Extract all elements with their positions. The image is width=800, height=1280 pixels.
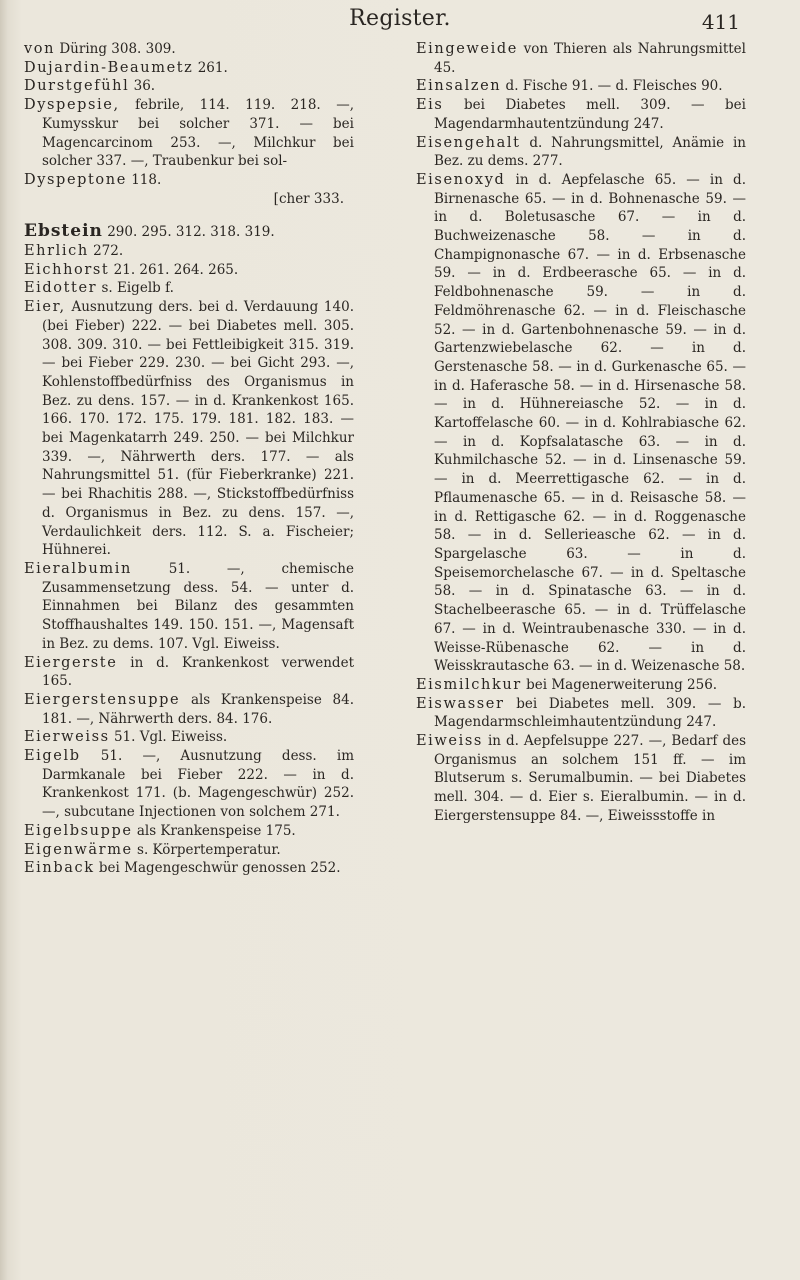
index-entry	[24, 654, 354, 691]
index-references: 21. 261. 264. 265.	[113, 261, 239, 278]
index-keyword: Eiweiss	[416, 733, 483, 750]
index-keyword: Ebstein	[24, 221, 103, 242]
index-entry	[24, 728, 354, 747]
index-entry	[24, 59, 354, 78]
index-entry	[416, 676, 746, 695]
index-references: 272.	[93, 243, 124, 260]
index-references: als Krankenspeise 175.	[136, 822, 296, 839]
index-entry	[24, 242, 354, 261]
index-keyword: Eichhorst	[24, 261, 110, 278]
index-entry	[24, 171, 354, 208]
index-entry	[24, 261, 354, 280]
index-column-right	[416, 40, 746, 826]
index-keyword: von	[24, 41, 56, 57]
index-keyword: Eigenwärme	[24, 841, 133, 858]
index-references: s. Körpertemperatur.	[137, 841, 281, 858]
index-entry	[24, 298, 354, 560]
index-references: bei Diabetes mell. 309. — bei Magendarmhautentzündung 247.	[434, 97, 746, 132]
index-references: 51. Vgl. Eiweiss.	[113, 729, 228, 746]
index-references: von Thieren als Nahrungsmittel 45.	[434, 41, 746, 76]
index-references: 36.	[133, 78, 156, 95]
index-references: bei Magenerweiterung 256.	[526, 676, 718, 693]
index-keyword: Eierweiss	[24, 729, 110, 746]
index-references: febrile, 114. 119. 218. —, Kumysskur bei solcher 371. — bei Magencarcinom 253. —, Milchkur bei solcher 337. —, Traubenkur bei sol-	[42, 97, 354, 170]
index-keyword: Eis	[416, 97, 444, 114]
index-references: Düring 308. 309.	[59, 41, 176, 57]
index-keyword: Eismilchkur	[416, 676, 522, 693]
index-keyword: Eiswasser	[416, 695, 505, 712]
index-entry	[416, 171, 746, 676]
page-number: 411	[701, 10, 740, 34]
index-keyword: Eier,	[24, 299, 66, 316]
index-references: in d. Aepfelsuppe 227. —, Bedarf des Organismus an solchem 151 ff. — im Blutserum s. Serumalbumin. — bei Diabetes mell. 304. — d. Eier s. Eieralbumin. — in d. Eiergerstensuppe 84. —, Eiweissstoffe in	[434, 733, 746, 824]
index-references: 290. 295. 312. 318. 319.	[107, 224, 275, 241]
index-references: in d. Aepfelasche 65. — in d. Birnenasche 65. — in d. Bohnenasche 59. — in d. Boletusasche 67. — in d. Buchweizenasche 58. — in d. Champignonasche 67. — in d. Erbsenasche 59. — in d. Erdbeerasche 65. — in d. Feldbohnenasche 59. — in d. Feldmöhrenasche 62. — in d. Fleischasche 52. — in d. Gartenbohnenasche 59. — in d. Gartenzwiebelasche 62. — in d. Gerstenasche 58. — in d. Gurkenasche 65. — in d. Haferasche 58. — in d. Hirsenasche 58. — in d. Hühnereiasche 52. — in d. Kartoffelasche 60. — in d. Kohlrabiasche 62. — in d. Kopfsalatasche 63. — in d. Kuhmilchasche 52. — in d. Linsenasche 59. — in d. Meerrettigasche 62. — in d. Pflaumenasche 65. — in d. Reisasche 58. — in d. Rettigasche 62. — in d. Roggenasche 58. — in d. Sellerieasche 62. — in d. Spargelasche 63. — in d. Speisemorchelasche 67. — in d. Speltasche 58. — in d. Spinatasche 63. — in d. Stachelbeerasche 65. — in d. Trüffelasche 67. — in d. Weintraubenasche 330. — in d. Weisse-Rübenasche 62. — in d. Weisskrautasche 63. — in d. Weizenasche 58.	[434, 171, 746, 675]
index-entry	[416, 695, 746, 732]
index-keyword: Eingeweide	[416, 41, 518, 57]
index-entry	[24, 841, 354, 860]
index-keyword: Eisengehalt	[416, 134, 521, 151]
index-keyword: Ehrlich	[24, 243, 89, 260]
index-references: 118.	[131, 171, 162, 188]
index-entry	[24, 96, 354, 171]
index-entry	[24, 822, 354, 841]
index-keyword: Eiergerstensuppe	[24, 691, 181, 708]
index-keyword: Eisenoxyd	[416, 171, 506, 188]
index-keyword: Dyspepsie,	[24, 97, 120, 114]
index-entry	[416, 77, 746, 96]
index-entry	[24, 859, 354, 878]
index-keyword: Einback	[24, 860, 95, 877]
index-keyword: Dujardin-Beaumetz	[24, 59, 194, 76]
index-entry	[24, 77, 354, 96]
index-keyword: Eidotter	[24, 280, 98, 297]
index-references: d. Nahrungsmittel, Anämie in Bez. zu dems. 277.	[434, 134, 746, 170]
index-continuation: [cher 333.	[273, 190, 344, 207]
index-references: Ausnutzung ders. bei d. Verdauung 140. (bei Fieber) 222. — bei Diabetes mell. 305. 308. 309. 310. — bei Fettleibigkeit 315. 319. — bei Fieber 229. 230. — bei Gicht 293. —, Kohlenstoffbedürfniss des Organismus in Bez. zu dens. 157. — in d. Krankenkost 165. 166. 170. 172. 175. 179. 181. 182. 183. — bei Magenkatarrh 249. 250. — bei Milchkur 339. —, Nährwerth ders. 177. — als Nahrungsmittel 51. (für Fieberkranke) 221. — bei Rhachitis 288. —, Stickstoffbedürfniss d. Organismus in Bez. zu dens. 157. —, Verdaulichkeit ders. 112. S. a. Fischeier; Hühnerei.	[42, 299, 354, 559]
index-keyword: Eigelb	[24, 748, 81, 765]
index-keyword: Eigelbsuppe	[24, 822, 133, 839]
index-column-left	[24, 40, 354, 878]
index-entry	[416, 134, 746, 171]
index-keyword: Dyspeptone	[24, 171, 127, 188]
index-references: bei Diabetes mell. 309. — b. Magendarmschleimhautentzündung 247.	[434, 695, 747, 731]
index-keyword: Eieralbumin	[24, 560, 132, 577]
index-entry	[416, 732, 746, 826]
index-references: s. Eigelb f.	[101, 280, 174, 297]
index-entry	[24, 691, 354, 728]
index-keyword: Eiergerste	[24, 654, 118, 671]
index-entry	[24, 40, 354, 59]
index-references: als Krankenspeise 84. 181. —, Nährwerth ders. 84. 176.	[42, 691, 354, 727]
index-references: d. Fische 91. — d. Fleisches 90.	[505, 78, 723, 95]
index-entry	[416, 96, 746, 133]
index-references: 261.	[197, 59, 228, 76]
index-entry	[416, 40, 746, 77]
index-entry	[24, 560, 354, 654]
running-head: Register.	[349, 6, 451, 31]
index-references: 51. —, chemische Zusammensetzung dess. 54. — unter d. Einnahmen bei Bilanz des gesammten Stoffhaushaltes 149. 150. 151. —, Magensaft in Bez. zu dems. 107. Vgl. Eiweiss.	[42, 560, 354, 652]
index-references: 51. —, Ausnutzung dess. im Darmkanale bei Fieber 222. — in d. Krankenkost 171. (b. Magengeschwür) 252. —, subcutane Injectionen von solchem 271.	[42, 748, 354, 821]
index-keyword: Durstgefühl	[24, 78, 130, 95]
index-entry	[24, 222, 354, 242]
index-keyword: Einsalzen	[416, 78, 502, 95]
index-references: bei Magengeschwür genossen 252.	[98, 860, 341, 877]
index-references: in d. Krankenkost verwendet 165.	[42, 654, 354, 690]
index-entry	[24, 279, 354, 298]
index-entry	[24, 747, 354, 822]
